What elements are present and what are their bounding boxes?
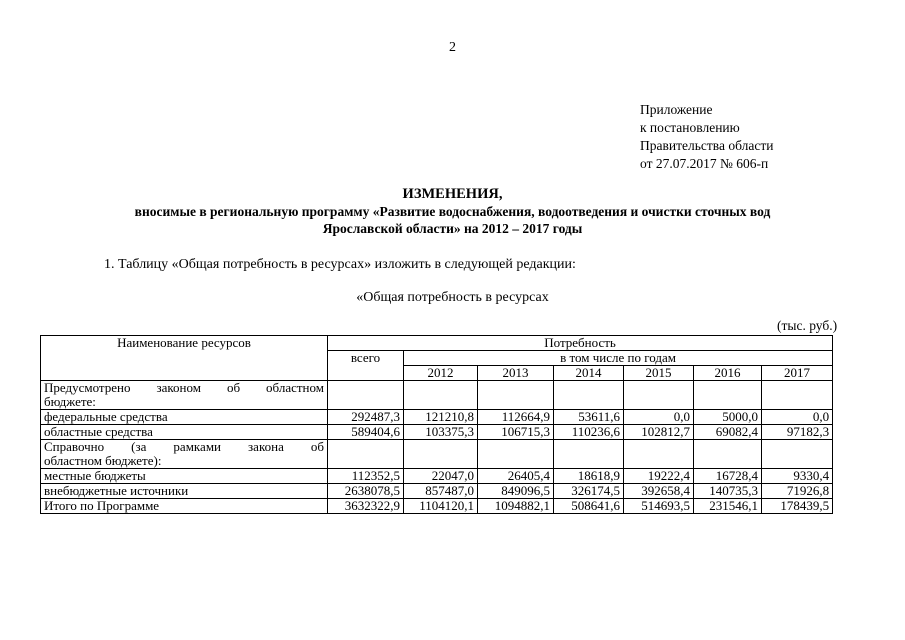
header-total: всего <box>328 351 404 381</box>
row-value: 106715,3 <box>478 425 554 440</box>
row-value: 16728,4 <box>694 469 762 484</box>
row-value: 97182,3 <box>762 425 833 440</box>
empty-cell <box>762 381 833 410</box>
row-value: 18618,9 <box>554 469 624 484</box>
empty-cell <box>478 381 554 410</box>
year-cell: 2013 <box>478 366 554 381</box>
heading-line-2: вносимые в региональную программу «Развитие водоснабжения, водоотведения и очистки сточных вод <box>134 204 771 219</box>
row-value: 110236,6 <box>554 425 624 440</box>
table-title: «Общая потребность в ресурсах <box>356 290 549 305</box>
row-total: 2638078,5 <box>328 484 404 499</box>
table-row <box>41 410 833 425</box>
year-cell: 2015 <box>624 366 694 381</box>
empty-cell <box>762 440 833 469</box>
empty-cell <box>694 381 762 410</box>
header-name: Наименование ресурсов <box>41 336 328 381</box>
year-cell: 2014 <box>554 366 624 381</box>
row-value: 69082,4 <box>694 425 762 440</box>
row-value: 53611,6 <box>554 410 624 425</box>
row-value: 140735,3 <box>694 484 762 499</box>
heading-title: ИЗМЕНЕНИЯ, <box>402 186 503 202</box>
document-heading <box>0 185 905 237</box>
row-value: 26405,4 <box>478 469 554 484</box>
section-line-2: областном бюджете): <box>44 453 162 468</box>
empty-cell <box>624 381 694 410</box>
appendix-block <box>640 101 773 173</box>
empty-cell <box>404 381 478 410</box>
row-value: 9330,4 <box>762 469 833 484</box>
empty-cell <box>328 381 404 410</box>
table-row-section <box>41 440 833 469</box>
row-value: 5000,0 <box>694 410 762 425</box>
units-label: (тыс. руб.) <box>777 318 838 333</box>
empty-cell <box>554 381 624 410</box>
empty-cell <box>694 440 762 469</box>
row-total: 589404,6 <box>328 425 404 440</box>
row-total: 112352,5 <box>328 469 404 484</box>
row-value: 1104120,1 <box>404 499 478 514</box>
row-value: 392658,4 <box>624 484 694 499</box>
empty-cell <box>554 440 624 469</box>
row-value: 103375,3 <box>404 425 478 440</box>
empty-cell <box>624 440 694 469</box>
table-row <box>41 469 833 484</box>
row-value: 0,0 <box>762 410 833 425</box>
appendix-line-3: Правительства области <box>640 138 774 153</box>
row-value: 22047,0 <box>404 469 478 484</box>
row-value: 508641,6 <box>554 499 624 514</box>
table-row-total <box>41 499 833 514</box>
row-value: 112664,9 <box>478 410 554 425</box>
row-total: 3632322,9 <box>328 499 404 514</box>
table-row <box>41 484 833 499</box>
row-value: 178439,5 <box>762 499 833 514</box>
header-by-years: в том числе по годам <box>404 351 833 366</box>
row-value: 849096,5 <box>478 484 554 499</box>
appendix-line-1: Приложение <box>640 102 713 117</box>
row-value: 231546,1 <box>694 499 762 514</box>
year-cell: 2012 <box>404 366 478 381</box>
row-name: Итого по Программе <box>41 499 328 514</box>
header-need: Потребность <box>328 336 833 351</box>
section-cell <box>41 440 328 469</box>
section-line-1: Справочно (за рамками закона об <box>44 439 324 454</box>
year-cell: 2017 <box>762 366 833 381</box>
appendix-line-4: от 27.07.2017 № 606-п <box>640 156 769 171</box>
paragraph-1: 1. Таблицу «Общая потребность в ресурсах» изложить в следующей редакции: <box>104 257 576 272</box>
row-name: местные бюджеты <box>41 469 328 484</box>
row-total: 292487,3 <box>328 410 404 425</box>
row-name: федеральные средства <box>41 410 328 425</box>
empty-cell <box>478 440 554 469</box>
appendix-line-2: к постановлению <box>640 120 740 135</box>
section-cell <box>41 381 328 410</box>
row-value: 857487,0 <box>404 484 478 499</box>
page-number: 2 <box>449 40 456 55</box>
empty-cell <box>404 440 478 469</box>
row-value: 1094882,1 <box>478 499 554 514</box>
empty-cell <box>328 440 404 469</box>
row-value: 514693,5 <box>624 499 694 514</box>
resources-table <box>40 335 833 514</box>
row-value: 102812,7 <box>624 425 694 440</box>
header-row-1 <box>41 336 833 351</box>
row-value: 326174,5 <box>554 484 624 499</box>
row-name: внебюджетные источники <box>41 484 328 499</box>
row-name: областные средства <box>41 425 328 440</box>
year-cell: 2016 <box>694 366 762 381</box>
row-value: 121210,8 <box>404 410 478 425</box>
row-value: 0,0 <box>624 410 694 425</box>
row-value: 71926,8 <box>762 484 833 499</box>
row-value: 19222,4 <box>624 469 694 484</box>
table-row-section <box>41 381 833 410</box>
table-row <box>41 425 833 440</box>
heading-line-3: Ярославской области» на 2012 – 2017 годы <box>322 221 583 236</box>
section-line-1: Предусмотрено законом об областном <box>44 380 324 395</box>
section-line-2: бюджете: <box>44 394 96 409</box>
